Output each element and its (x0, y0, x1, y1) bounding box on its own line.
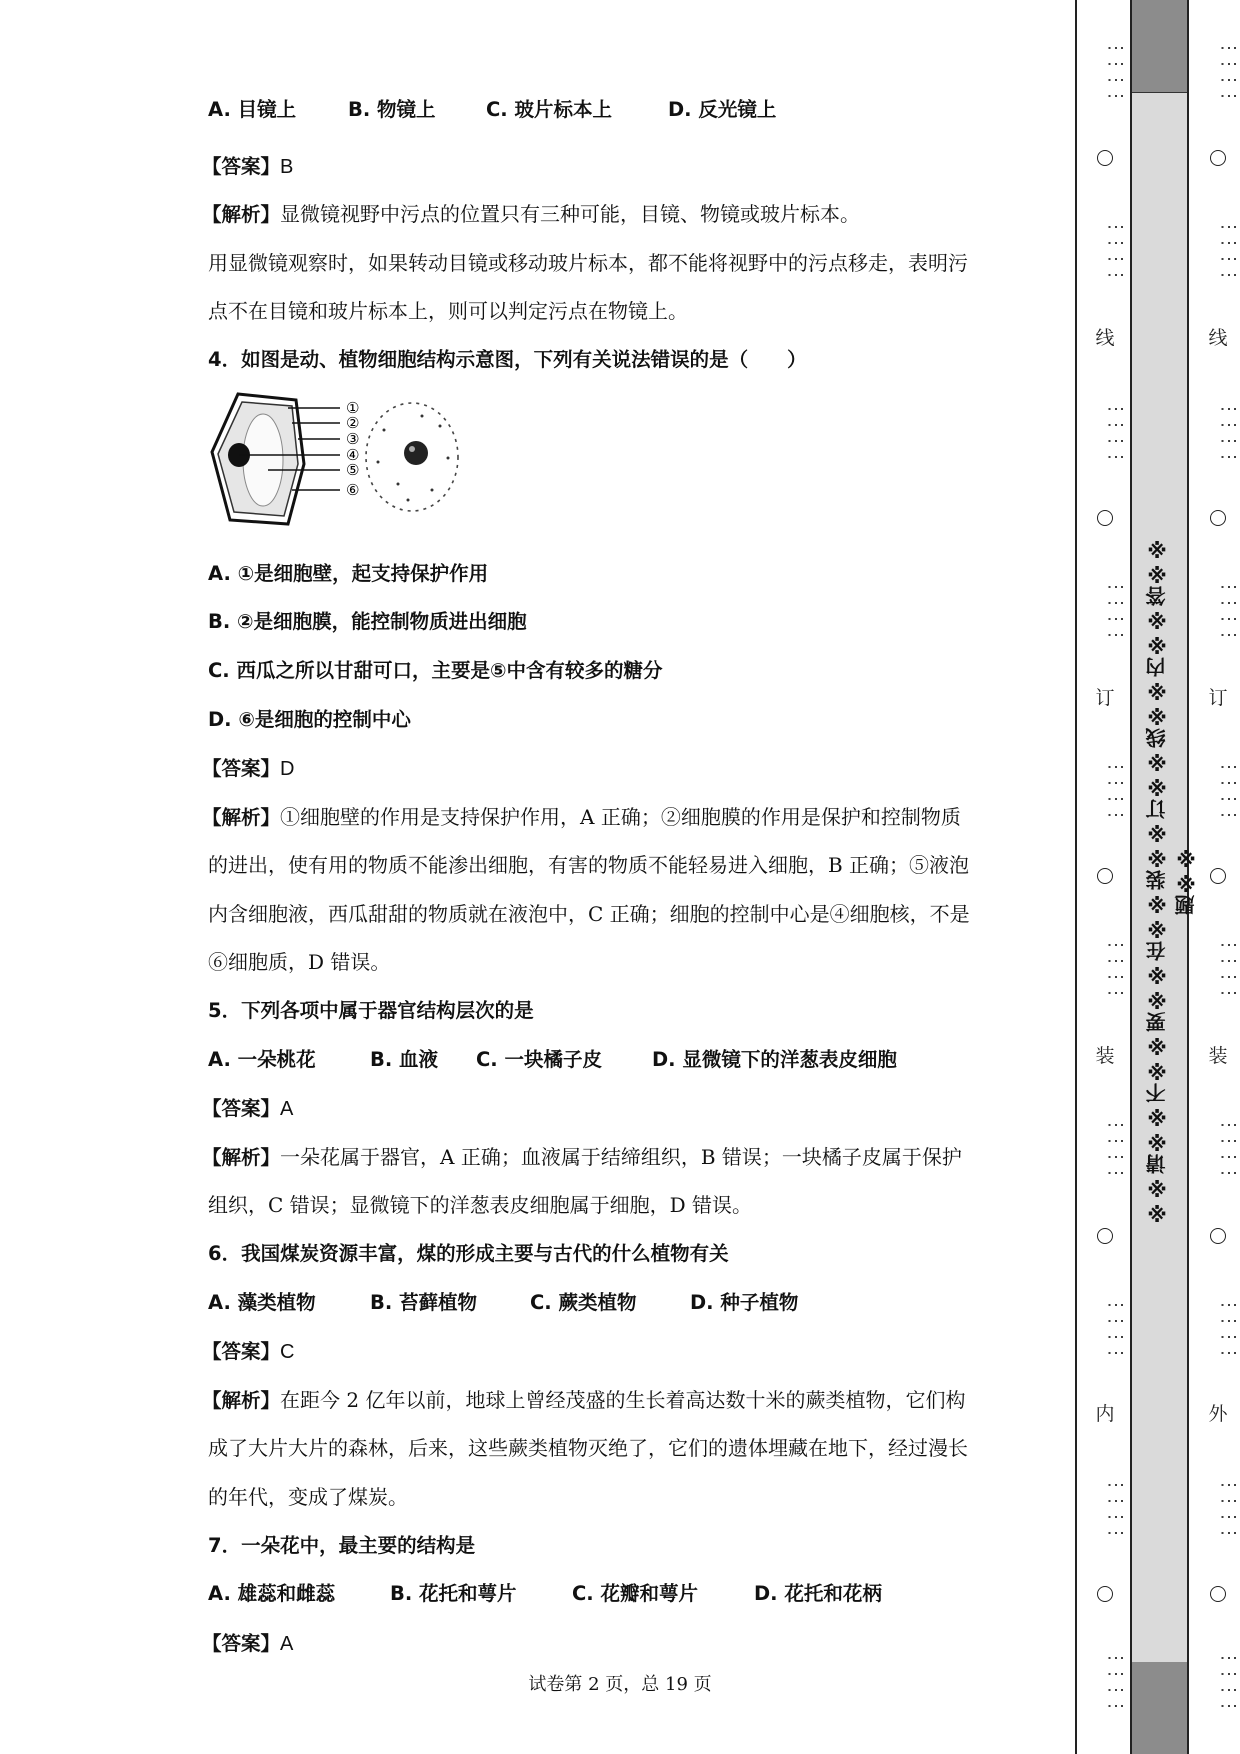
q3-option-a: A. 目镜上 (208, 98, 297, 121)
q5-analysis-line-2: 组织，C 错误；显微镜下的洋葱表皮细胞属于细胞，D 错误。 (208, 1193, 753, 1217)
outer-mark-xian: 线 (1208, 327, 1228, 349)
binding-circle-icon (1210, 510, 1226, 526)
inner-mark-zhuang: 装 (1095, 1045, 1115, 1067)
q7-option-c: C. 花瓣和萼片 (572, 1582, 699, 1605)
binding-band-bottom-dark (1132, 1662, 1187, 1754)
binding-circle-icon (1097, 150, 1113, 166)
q3-answer (202, 152, 293, 181)
q3-option-c: C. 玻片标本上 (486, 98, 613, 121)
q5-options (208, 1046, 897, 1074)
binding-warning-text: ※※请※※不※※要※※在※※装※※订※※线※※内※※答※※题※※ (1145, 535, 1198, 1225)
q6-analysis-line-1: 【解析】在距今 2 亿年以前，地球上曾经茂盛的生长着高达数十米的蕨类植物，它们构 (202, 1388, 966, 1412)
q6-options (208, 1289, 798, 1317)
q4-analysis-line-1: 【解析】①细胞壁的作用是支持保护作用，A 正确；②细胞膜的作用是保护和控制物质 (202, 805, 961, 829)
q5-analysis-line-1: 【解析】一朵花属于器官，A 正确；血液属于结缔组织，B 错误；一块橘子皮属于保护 (202, 1145, 962, 1169)
q3-option-d: D. 反光镜上 (668, 98, 777, 121)
label-2: ② (346, 414, 360, 432)
outer-mark-ding: 订 (1208, 687, 1228, 709)
q4-answer: 【答案】D (202, 757, 295, 780)
q3-option-b: B. 物镜上 (348, 98, 436, 121)
q6-answer: 【答案】C (202, 1340, 295, 1363)
q7-options (208, 1580, 882, 1608)
q6-analysis-line-3: 的年代，变成了煤炭。 (208, 1485, 408, 1509)
q3-analysis-line-2: 用显微镜观察时，如果转动目镜或移动玻片标本，都不能将视野中的污点移走，表明污 (208, 251, 968, 275)
q5-option-d: D. 显微镜下的洋葱表皮细胞 (652, 1048, 897, 1071)
q6-option-d: D. 种子植物 (690, 1291, 799, 1314)
binding-circle-icon (1097, 1228, 1113, 1244)
q5-option-b: B. 血液 (370, 1048, 439, 1071)
inner-mark-nei: 内 (1095, 1403, 1115, 1425)
q4-analysis-line-4: ⑥细胞质，D 错误。 (208, 950, 391, 974)
outer-mark-wai: 外 (1208, 1403, 1228, 1425)
q4-option-b: B. ②是细胞膜，能控制物质进出细胞 (208, 610, 527, 633)
label-5: ⑤ (346, 461, 360, 479)
binding-circle-icon (1097, 1586, 1113, 1602)
q5-option-c: C. 一块橘子皮 (476, 1048, 603, 1071)
q6-option-b: B. 苔藓植物 (370, 1291, 478, 1314)
q6-option-a: A. 藻类植物 (208, 1291, 316, 1314)
animal-nucleus (404, 441, 428, 465)
q5-stem: 5．下列各项中属于器官结构层次的是 (208, 999, 534, 1022)
binding-circle-icon (1097, 868, 1113, 884)
outer-mark-zhuang: 装 (1208, 1045, 1228, 1067)
binding-band-top-dark (1132, 0, 1187, 92)
q4-stem: 4．如图是动、植物细胞结构示意图，下列有关说法错误的是（ ） (208, 348, 807, 371)
inner-mark-ding: 订 (1095, 687, 1115, 709)
label-1: ① (346, 399, 360, 417)
q6-option-c: C. 蕨类植物 (530, 1291, 637, 1314)
q4-option-a: A. ①是细胞壁，起支持保护作用 (208, 562, 489, 585)
answer-value: B (280, 156, 294, 178)
q4-option-c: C. 西瓜之所以甘甜可口，主要是⑤中含有较多的糖分 (208, 659, 663, 682)
outer-binding-column: ⋮⋮⋮⋮ ⋮⋮⋮⋮ 线 ⋮⋮⋮⋮ ⋮⋮⋮⋮ 订 ⋮⋮⋮⋮ ⋮⋮⋮⋮ 装 ⋮⋮⋮⋮ ⋮⋮⋮⋮ 外 ⋮⋮⋮⋮ ⋮⋮⋮⋮ (1198, 0, 1238, 1754)
cell-structure-figure (208, 392, 478, 532)
q7-answer: 【答案】A (202, 1632, 294, 1655)
q7-stem: 7．一朵花中，最主要的结构是 (208, 1534, 476, 1557)
answer-label: 【答案】 (202, 155, 281, 178)
binding-circle-icon (1210, 868, 1226, 884)
analysis-label: 【解析】 (202, 203, 281, 226)
vacuole (243, 414, 283, 506)
binding-circle-icon (1097, 510, 1113, 526)
binding-circle-icon (1210, 150, 1226, 166)
label-4: ④ (346, 446, 360, 464)
inner-mark-xian: 线 (1095, 327, 1115, 349)
q6-stem: 6．我国煤炭资源丰富，煤的形成主要与古代的什么植物有关 (208, 1242, 729, 1265)
q5-answer: 【答案】A (202, 1097, 294, 1120)
binding-circle-icon (1210, 1586, 1226, 1602)
label-3: ③ (346, 430, 360, 448)
binding-circle-icon (1210, 1228, 1226, 1244)
q7-option-d: D. 花托和花柄 (754, 1582, 882, 1605)
page-footer: 试卷第 2 页，总 19 页 (528, 1674, 712, 1695)
q3-options (208, 96, 776, 124)
label-6: ⑥ (346, 481, 360, 499)
q4-analysis-line-3: 内含细胞液，西瓜甜甜的物质就在液泡中，C 正确；细胞的控制中心是④细胞核，不是 (208, 902, 970, 926)
q3-analysis-line-3: 点不在目镜和玻片标本上，则可以判定污点在物镜上。 (208, 299, 688, 323)
inner-binding-column: ⋮⋮⋮⋮ ⋮⋮⋮⋮ 线 ⋮⋮⋮⋮ ⋮⋮⋮⋮ 订 ⋮⋮⋮⋮ ⋮⋮⋮⋮ 装 ⋮⋮⋮⋮ ⋮⋮⋮⋮ 内 ⋮⋮⋮⋮ ⋮⋮⋮⋮ (1085, 0, 1125, 1754)
q7-option-b: B. 花托和萼片 (390, 1582, 517, 1605)
q4-option-d: D. ⑥是细胞的控制中心 (208, 708, 411, 731)
q7-option-a: A. 雄蕊和雌蕊 (208, 1582, 336, 1605)
q3-analysis-line-1: 【解析】显微镜视野中污点的位置只有三种可能，目镜、物镜或玻片标本。 (202, 202, 861, 226)
q4-analysis-line-2: 的进出，使有用的物质不能渗出细胞，有害的物质不能轻易进入细胞，B 正确；⑤液泡 (208, 853, 970, 877)
q5-option-a: A. 一朵桃花 (208, 1048, 316, 1071)
q6-analysis-line-2: 成了大片大片的森林，后来，这些蕨类植物灭绝了，它们的遗体埋藏在地下，经过漫长 (208, 1436, 968, 1460)
